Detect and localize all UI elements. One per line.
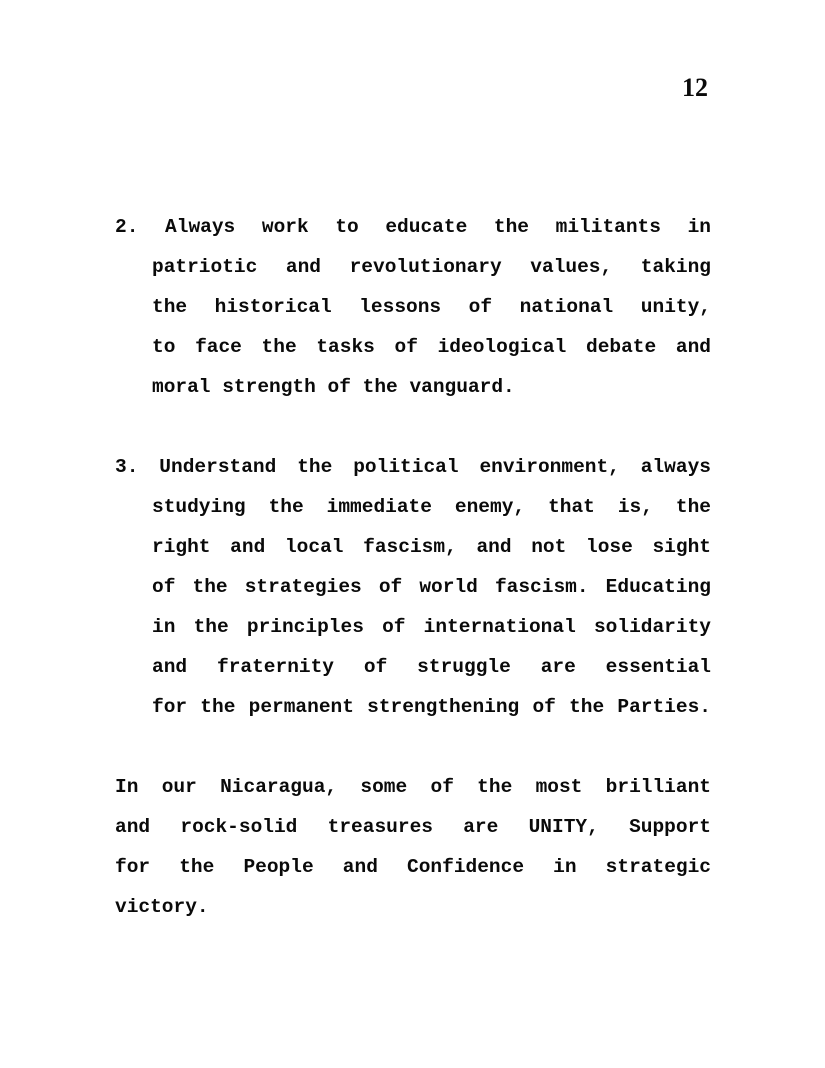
text-line: 2. Always work to educate the militants in — [115, 216, 711, 238]
page-number: 12 — [682, 73, 708, 102]
document-body — [115, 207, 711, 927]
text-line: studying the immediate enemy, that is, the — [152, 496, 711, 518]
text-line: In our Nicaragua, some of the most brilliant — [115, 776, 711, 798]
text-line: victory. — [115, 896, 209, 918]
list-item-3 — [115, 447, 711, 727]
text-line: for the permanent strengthening of the Parties. — [152, 696, 711, 718]
closing-paragraph — [115, 767, 711, 927]
text-line: the historical lessons of national unity, — [152, 296, 711, 318]
text-line: to face the tasks of ideological debate and — [152, 336, 711, 358]
text-line: and fraternity of struggle are essential — [152, 656, 711, 678]
text-line: patriotic and revolutionary values, taking — [152, 256, 711, 278]
text-line: right and local fascism, and not lose sight — [152, 536, 711, 558]
text-line: moral strength of the vanguard. — [152, 376, 515, 398]
text-line: for the People and Confidence in strategic — [115, 856, 711, 878]
text-line: 3. Understand the political environment, always — [115, 456, 711, 478]
text-line: and rock-solid treasures are UNITY, Support — [115, 816, 711, 838]
text-line: of the strategies of world fascism. Educating — [152, 576, 711, 598]
text-line: in the principles of international solidarity — [152, 616, 711, 638]
list-item-2 — [115, 207, 711, 407]
